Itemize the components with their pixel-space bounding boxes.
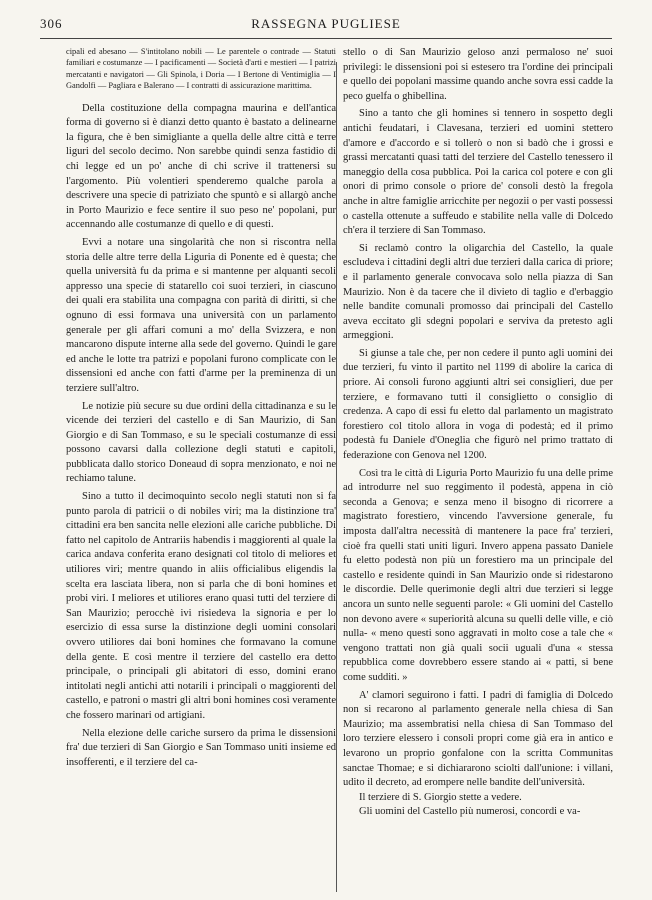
page-header (40, 16, 612, 36)
chapter-summary: cipali ed abesano — S'intitolano nobili — Le parentele o contrade — Statuti familiari e costumanze — I pacificamenti — Società d'arti e mestieri — I patrizi mercatanti e navigatori — Gli Spinola, i Doria — I Bertone di Ventimiglia — I Gandolfi — Pagliara e Balerano — I contratti di assicurazione marittima. (66, 47, 336, 91)
right-column (343, 46, 613, 894)
page-number: 306 (40, 16, 63, 31)
column-divider (336, 62, 337, 892)
paragraph: Si giunse a tale che, per non cedere il punto agli uomini dei due terzieri, fu vinto il partito nel 1199 di abolire la carica di priore. Ai consoli furono aggiunti altri sei consiglieri, due per terziere, e formavano tutti il consiglietto o consiglio di credenza. A capo di essi fu eletto dal parlamento un magistrato forestiero col titolo allora in voga di podestà; ed il primo podestà fu Daniele d'Oneglia che figurò nel primo trattato di federazione con Genova nel 1200. (343, 347, 613, 462)
paragraph: Nella elezione delle cariche sursero da prima le dissensioni fra' due terzieri di San Giorgio e San Tommaso uniti insieme ed insofferenti, e il terziere del ca- (66, 727, 336, 768)
paragraph: stello o di San Maurizio geloso anzi permaloso ne' suoi privilegi: le dissensioni poi si estesero tra l'ordine dei principali e quello dei popolani massime quando anche sovra essi cadde la peco guelfa o ghibellina. (343, 47, 613, 102)
paragraph: Evvi a notare una singolarità che non si riscontra nella storia delle altre terre della Liguria di Ponente ed è questa; che quella università fu da prima e si mantenne per alquanti secoli appresso una specie di statarello coi suoi terzieri, in ciascuno dei quali era stabilita una compagna con parità di diritti, sì che ognuno di essi formava una università con un parlamento generale per gli affari comuni a mo' della Svizzera, e non mancarono dispute interne alla sede del governo. Quindi le gare ed anche le lotte tra patrizi e popolani furono complicate con le dissensioni ed anche con fatti d'arme per la preminenza di un terziere sull'altro. (66, 236, 336, 394)
paragraph: Gli uomini del Castello più numerosi, concordi e va- (359, 806, 581, 818)
paragraph: A' clamori seguirono i fatti. I padri di famiglia di Dolcedo non si recarono al parlamento generale nella chiesa di San Maurizio; ma assembratisi nella chiesa di San Tommaso del loro terziere elessero i consoli propri come già era in antico e levarono un proprio gonfalone con la scritta Communitas sanctae Thomae; e si dichiararono sciolti dall'unione: i villani, udito il decreto, ad erompere nelle bandite dell'università. (343, 689, 613, 789)
paragraph: Sino a tanto che gli homines si tennero in sospetto degli antichi feudatari, i Clavesana, terzieri ed uomini stettero d'amore e d'accordo e si tollerò o non si badò che i grossi e grassi mercatanti quasi tatti del terziere del Castello tenessero il maneggio della cosa pubblica. Poi la carica col potere e con gli onori di primo console o priore de' consoli destò la fregola anche in altre famiglie arricchite per negozii o per vasti possessi o castella ottenute a suffeudo e stabilite nella valle di Dolcedo ch'era il terziere di San Tommaso. (343, 108, 613, 237)
paragraph: Le notizie più secure su due ordini della cittadinanza e su le vicende dei terzieri del castello e di San Maurizio, di San Giorgio e di San Tommaso, e su le speciali costumanze di essi possono cavarsi dalla collezione degli statuti e capitoli, pubblicata dallo storico Doneaud di sopra menzionato, e noi ne rechiamo talune. (66, 400, 336, 485)
paragraph: Della costituzione della compagna maurina e dell'antica forma di governo si è dianzi detto quanto è bastato a delinearne la figura, che è ben simigliante a quella delle altre città e terre liguri del secolo decimo. Non sarebbe quindi senza fastidio di chi legge ed un po' anche di chi scrive il trattenersi su l'argomento. Più volentieri spenderemo qualche parola a descrivere una specie di patriziato che spuntò e si allargò anche in Porto Maurizio e fece sentire il suo peso ne' popolani, pur accennando alle costumanze di quello e di questi. (66, 102, 336, 231)
paragraph: Sino a tutto il decimoquinto secolo negli statuti non si fa punto parola di patricii o di nobiles viri; ma la distinzione tra' cittadini era ben sancita nelle elezioni alle cariche pubbliche. Di fatto nel capitolo de Antrariis habendis i maggiorenti al quale la carica andava conferita erano designati col titolo di meliores et utiliores viri; mentre quando in aliis officialibus eligendis la scelta era lasciata libera, non si parla che di boni homines et probi viri. I meliores et utiliores erano quasi tutti del terziere di San Maurizio; perocchè ivi risiedeva la signoria e per lo esercizio di essa surse la distinzione degli uomini consolari ovvero utiliores dai boni homines che formavano la comune della gente. E così mentre il terziere del castello era detto principale, o principali gli abitatori di esso, domini erano intitolati negli antichi atti notarili i principali o maggiorenti del castello, e patroni o mastri gli altri boni homines così veramente che fossero marinari od artigiani. (66, 491, 336, 721)
paragraph: Così tra le città di Liguria Porto Maurizio fu una delle prime ad introdurre nel suo reggimento il podestà, appena in ciò seconda a Genova; e senza meno il bisogno di ricorrere a magistrato forestiero, vincendo l'avversione generale, fu imposta dall'altra necessità di mantenere la pace fra' terzieri, cioè fra quelli stati uniti liguri. Invero appena passato Daniele fu eletto podestà non più un forestiero ma un principale del castello e residente quindi in San Maurizio onde si ridestarono le discordie. Delle querimonie degli altri due terzieri si legge ancora un sunto nelle seguenti parole: « Gli uomini del Castello non devono avere « superiorità alcuna su quelli delle ville, e ciò nulla- « meno questi sono aggravati in molto cose a tale che « vengono trattati non già quali socii uguali d'una « stessa repubblica come dovrebbero essere stando ai « patti, si bene come sudditi. » (343, 467, 613, 683)
left-column (66, 46, 336, 894)
paragraph: Il terziere di S. Giorgio stette a vedere. (359, 791, 522, 803)
running-title: RASSEGNA PUGLIESE (251, 16, 401, 31)
header-rule (40, 38, 612, 39)
paragraph: Si reclamò contro la oligarchia del Castello, la quale escludeva i cittadini degli altri due terzieri dalla carica di priore; e il parlamento generale convocava solo nella piazza di San Maurizio. Non è da tacere che il divieto di taglio e d'erbaggio nelle bandite comunali promosso dai principali del Castello aveva eccitato gli sdegni popolari e serviva da pretesto agli armeggioni. (343, 242, 613, 342)
